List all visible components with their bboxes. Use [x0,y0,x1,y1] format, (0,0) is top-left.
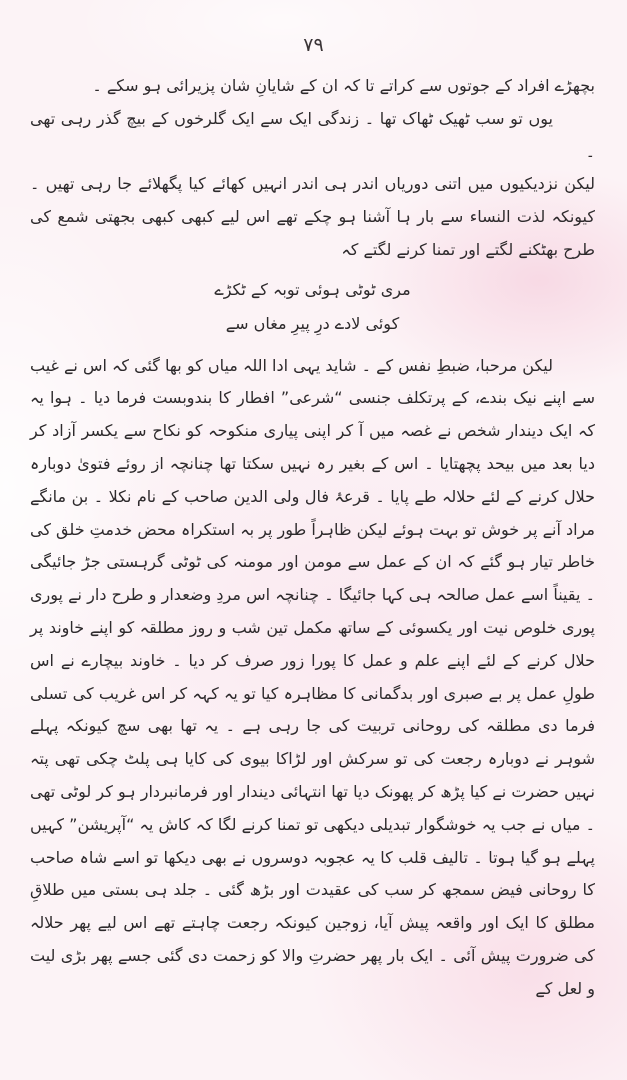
page-number: ۷۹ [303,34,324,56]
continuation-line: بچھڑے افراد کے جوتوں سے کراتے تا کہ ان کے شایانِ شان پزیرائی ہو سکے ۔ [92,76,595,95]
verse-line-2: کوئی لادے درِ پیرِ مغاں سے [225,314,400,334]
body-text-block [0,56,627,1006]
paragraph-intro: لیکن نزدیکیوں میں اتنی دوریاں اندر ہی اندر انہیں کھائے کیا پگھلائے جا رہی تھیں ۔ کیونکہ لذت النساء سے بار ہا آشنا ہو چکے تھے اس لیے کبھی کبھی بجھتی شمع کی طرح بھٹکنے لگتے اور تمنا کرنے لگتے کہ [30,174,595,259]
paragraph-main: لیکن مرحبا، ضبطِ نفس کے ۔ شاید یہی ادا اللہ میاں کو بھا گئی کہ اس نے غیب سے اپنے نیک بندے، کے پرتکلف جنسی “شرعی” افطار کا بندوبست فرما دیا ۔ ہوا یہ کہ ایک دیندار شخص نے غصہ میں آ کر اپنی پیاری منکوحہ کو نکاح سے یکسر آزاد کر دیا بعد میں بیحد پچھتایا ۔ اس کے بغیر رہ نہیں سکتا تھا چنانچہ از روئے فتویٰ دوبارہ حلال کرنے کے لئے حلالہ طے پایا ۔ قرعۂ فال ولی الدین صاحب کے نام نکلا ۔ بن مانگے مراد آنے پر خوش تو بہت ہوئے لیکن ظاہراً طور پر بہ استکراہ محض خدمتِ خلق کی خاطر تیار ہو گئے کہ ان کے عمل سے مومن اور مومنہ کی ٹوٹی گرہستی جڑ جائیگی ۔ یقیناً اسے عمل صالحہ ہی کہا جائیگا ۔ چنانچہ اس مردِ وضعدار و طرح دار نے پوری پوری خلوص نیت اور یکسوئی کے ساتھ مکمل تین شب و روز مطلقہ کو اپنے خاوند پر حلال کرنے کے لئے اپنے علم و عمل کا پورا زور صرف کر دیا ۔ خاوند بیچارے نے اس طولِ عمل پر بے صبری اور بدگمانی کا مظاہرہ کیا تو یہ کہہ کر اس غریب کی تسلی فرما دی مطلقہ کی روحانی تربیت کی جا رہی ہے ۔ یہ تھا بھی سچ کیونکہ پہلے شوہر نے دوبارہ رجعت کی تو سرکش اور لڑاکا بیوی کی کایا ہی پلٹ چکی تھی پتہ نہیں حضرت نے کیا پڑھ کر پھونک دیا تھا انتہائی دیندار اور فرمانبردار ہو کر لوٹی تھی ۔ میاں نے جب یہ خوشگوار تبدیلی دیکھی تو تمنا کرنے لگا کہ کاش یہ “آپریشن” کہیں پہلے ہو گیا ہوتا ۔ تالیف قلب کا یہ عجوبہ دوسروں نے بھی دیکھا تو اسے شاہ صاحب کا روحانی فیض سمجھ کر سب کی عقیدت اور بڑھ گئی ۔ جلد ہی بستی میں طلاقِ مطلق کا ایک اور واقعہ پیش آیا، زوجین کیونکہ رجعت چاہتے تھے اس لیے پھر حلالہ کی ضرورت پیش آئی ۔ ایک بار پھر حضرتِ والا کو زحمت دی گئی جسے پھر بڑی لیت و لعل کے [30,355,595,998]
verse-couplet [30,273,595,342]
verse-line-1: مری ٹوٹی ہوئی توبہ کے ٹکڑے [214,279,411,299]
paragraph-opening: یوں تو سب ٹھیک ٹھاک تھا ۔ زندگی ایک سے ایک گلرخوں کے بیچ گذر رہی تھی ۔ [30,108,595,161]
